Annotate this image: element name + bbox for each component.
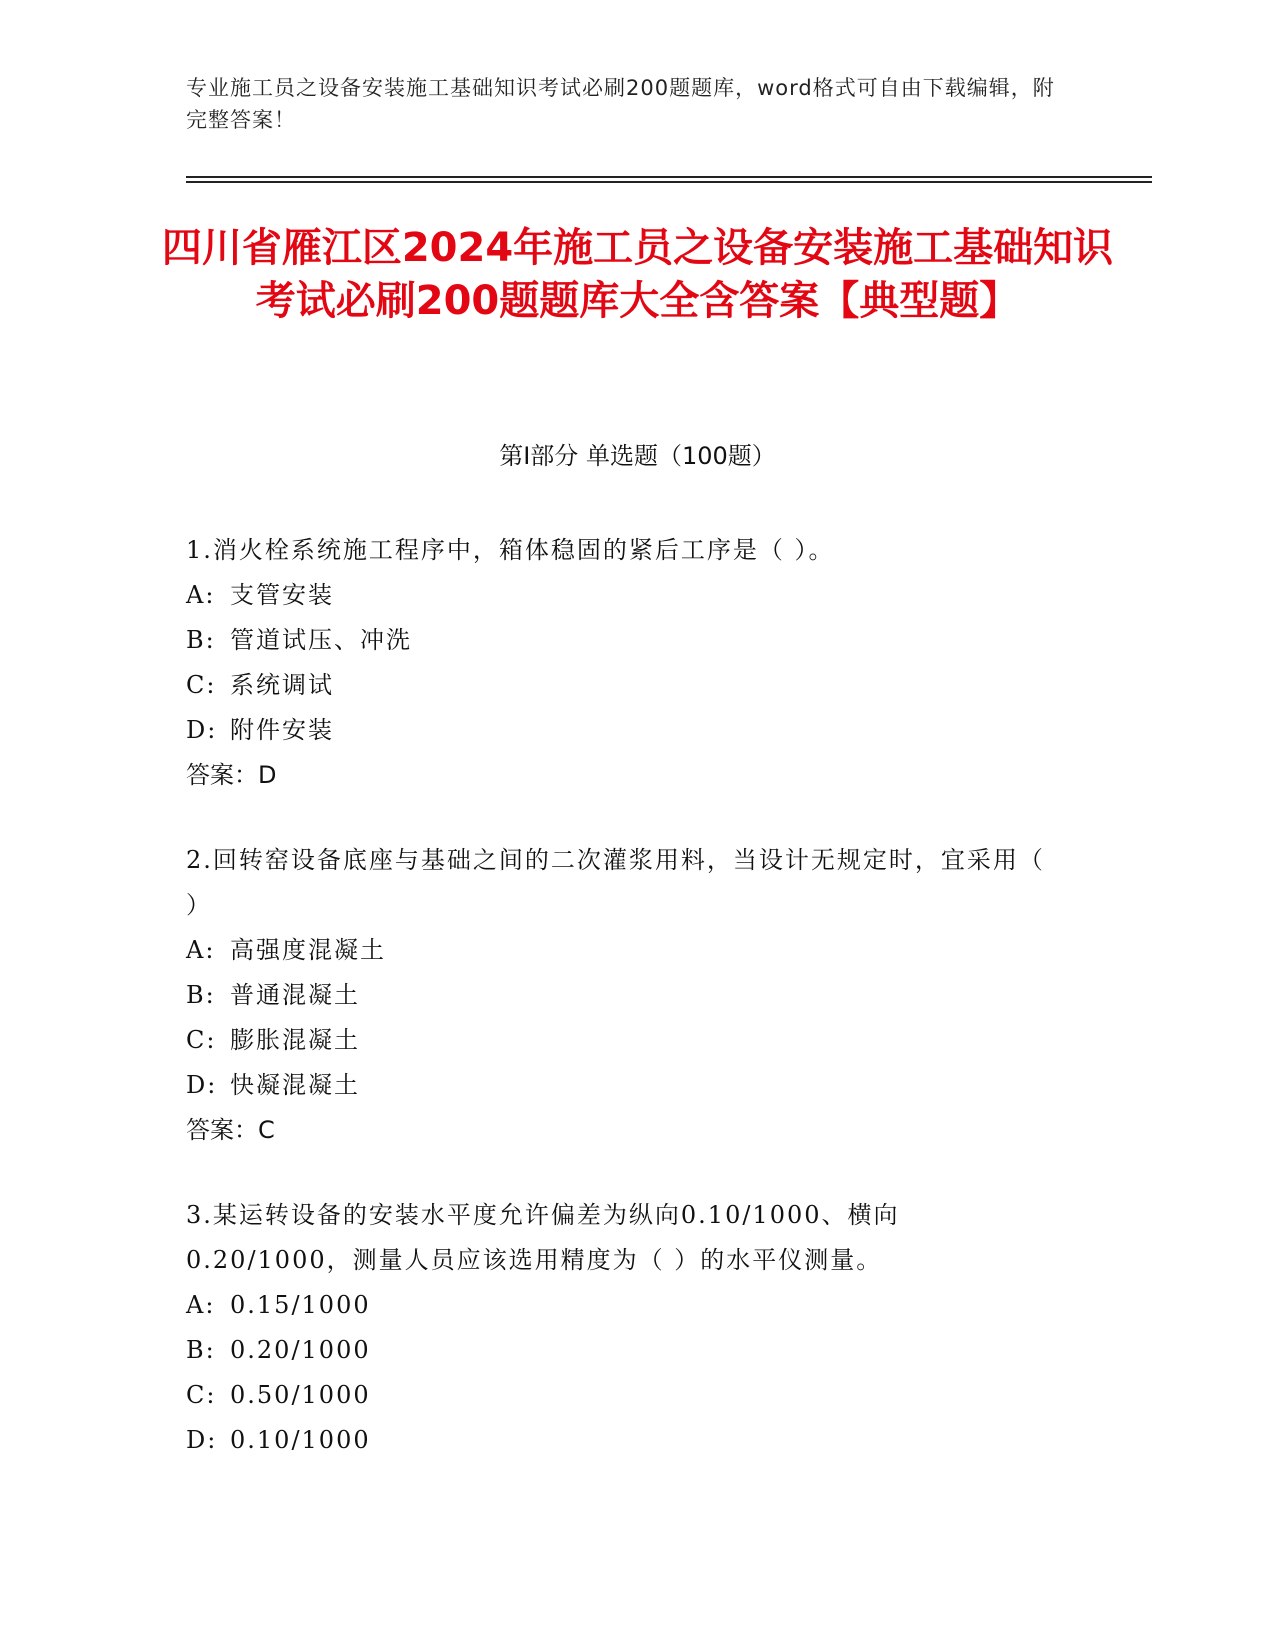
- header-rule-bottom: [186, 181, 1152, 183]
- answer-value: D: [258, 761, 277, 789]
- option-text: 高强度混凝土: [230, 936, 386, 964]
- header-rule-top: [186, 176, 1152, 178]
- section-heading: 第I部分 单选题（100题）: [499, 442, 776, 470]
- answer-prefix: 答案：: [186, 1116, 258, 1144]
- option-c: [186, 1373, 1066, 1418]
- option-text: 快凝混凝土: [230, 1071, 360, 1099]
- option-b: [186, 1328, 1066, 1373]
- option-key: B:: [186, 626, 216, 654]
- question-1: [186, 528, 1066, 798]
- option-text: 0.50/1000: [230, 1381, 371, 1409]
- answer-prefix: 答案：: [186, 761, 258, 789]
- question-text: 3.某运转设备的安装水平度允许偏差为纵向0.10/1000、横向0.20/1000，测量人员应该选用精度为（ ）的水平仪测量。: [186, 1201, 900, 1274]
- question-3: [186, 1193, 1066, 1463]
- option-d: [186, 1063, 1066, 1108]
- option-key: A:: [186, 936, 216, 964]
- option-text: 0.20/1000: [230, 1336, 371, 1364]
- option-text: 0.15/1000: [230, 1291, 371, 1319]
- question-2: [186, 838, 1066, 1153]
- option-key: B:: [186, 1336, 216, 1364]
- option-text: 支管安装: [230, 581, 334, 609]
- document-title: 四川省雁江区2024年施工员之设备安装施工基础知识考试必刷200题题库大全含答案【典型题】: [161, 225, 1114, 324]
- question-text: 1.消火栓系统施工程序中，箱体稳固的紧后工序是（ ）。: [186, 536, 835, 564]
- header-note: 专业施工员之设备安装施工基础知识考试必刷200题题库，word格式可自由下载编辑，附完整答案！: [186, 76, 1055, 132]
- option-b: [186, 618, 1066, 663]
- option-a: [186, 1283, 1066, 1328]
- option-a: [186, 573, 1066, 618]
- option-key: C:: [186, 1026, 217, 1054]
- option-key: D:: [186, 1426, 218, 1454]
- answer-value: C: [258, 1116, 275, 1144]
- option-key: A:: [186, 581, 216, 609]
- option-text: 普通混凝土: [230, 981, 360, 1009]
- question-text: 2.回转窑设备底座与基础之间的二次灌浆用料，当设计无规定时，宜采用（ ）: [186, 846, 1045, 919]
- option-key: D:: [186, 716, 218, 744]
- option-c: [186, 1018, 1066, 1063]
- option-key: D:: [186, 1071, 218, 1099]
- option-c: [186, 663, 1066, 708]
- option-key: C:: [186, 1381, 217, 1409]
- answer-line: [186, 753, 1066, 798]
- option-text: 附件安装: [230, 716, 334, 744]
- option-text: 系统调试: [230, 671, 334, 699]
- option-a: [186, 928, 1066, 973]
- option-key: C:: [186, 671, 217, 699]
- option-key: A:: [186, 1291, 216, 1319]
- option-d: [186, 1418, 1066, 1463]
- question-list: [186, 528, 1066, 1503]
- option-text: 膨胀混凝土: [230, 1026, 360, 1054]
- option-d: [186, 708, 1066, 753]
- option-key: B:: [186, 981, 216, 1009]
- option-text: 0.10/1000: [230, 1426, 371, 1454]
- answer-line: [186, 1108, 1066, 1153]
- option-b: [186, 973, 1066, 1018]
- option-text: 管道试压、冲洗: [230, 626, 412, 654]
